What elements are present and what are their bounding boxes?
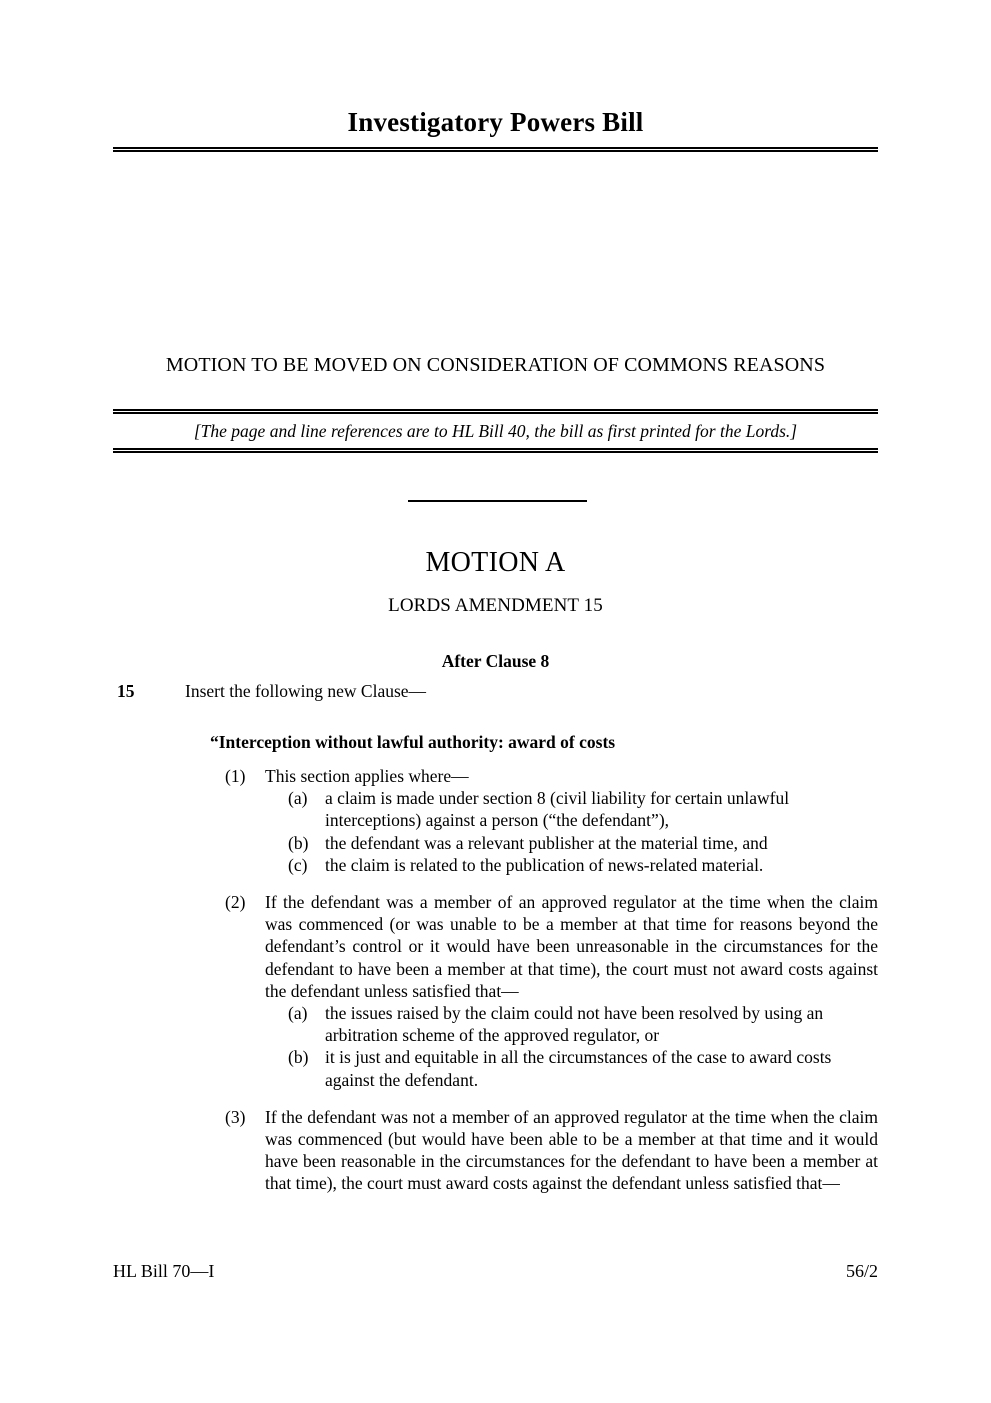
lettered-subparagraph [0,832,991,854]
paragraph-marker: (2) [225,892,246,913]
insert-instruction: Insert the following new Clause— [185,681,427,701]
subparagraph-text: it is just and equitable in all the circumstances of the case to award costs against the defendant. [325,1047,832,1090]
subparagraph-text: the defendant was a relevant publisher at the material time, and [325,832,768,853]
lettered-subparagraph [0,1046,991,1090]
page-footer [113,1261,878,1282]
lettered-subparagraph [0,854,991,876]
clause-title: “Interception without lawful authority: award of costs [210,732,616,752]
numbered-paragraph [0,1106,991,1195]
subparagraph-marker: (b) [288,832,309,853]
subparagraph-marker: (b) [288,1047,309,1068]
footer-bill-number: HL Bill 70—I [113,1261,215,1281]
paragraph-text: This section applies where— [265,766,469,786]
subparagraph-marker: (a) [288,1003,308,1024]
motion-label: MOTION A [425,547,566,578]
subparagraph-text: the issues raised by the claim could not have been resolved by using an arbitration scheme of the approved regulator, or [325,1003,824,1046]
subparagraph-text: a claim is made under section 8 (civil liability for certain unlawful interceptions) against a person (“the defendant”), [325,788,790,831]
lettered-subparagraph [0,1002,991,1046]
paragraph-text: If the defendant was a member of an approved regulator at the time when the claim was commenced (or was unable to be a member at that time for reasons beyond the defendant’s control or it would have been unreasonable in the circumstances for the defendant to have been a member at that time), the court must not award costs against the defendant unless satisfied that— [265,892,878,1001]
paragraph-text: If the defendant was not a member of an approved regulator at the time when the claim was commenced (but would have been able to be a member at that time and it would have been reasonable in the circumstances for the defendant to have been a member at that time), the court must award costs against the defendant unless satisfied that— [265,1106,878,1194]
numbered-paragraph [0,765,991,787]
lettered-subparagraph [0,787,991,831]
subparagraph-marker: (a) [288,788,308,809]
amendment-label: LORDS AMENDMENT 15 [388,595,603,616]
footer-page-number: 56/2 [845,1261,878,1281]
page-title: Investigatory Powers Bill [347,107,644,137]
note-top-rule [113,409,878,414]
numbered-paragraph [0,891,991,1002]
paragraph-marker: (1) [225,766,246,786]
subparagraph-text: the claim is related to the publication of news-related material. [325,854,764,875]
paragraph-marker: (3) [225,1106,246,1127]
amendment-number: 15 [117,681,135,701]
clause-label: After Clause 8 [441,651,550,671]
section-heading: MOTION TO BE MOVED ON CONSIDERATION OF COMMONS REASONS [165,354,826,376]
short-centre-rule [408,500,587,502]
clause-body [0,765,991,1195]
subparagraph-marker: (c) [288,854,308,875]
note-bottom-rule [113,448,878,453]
reference-note: [The page and line references are to HL Bill 40, the bill as first printed for the Lords.] [193,421,798,441]
title-divider-rule [113,147,878,152]
